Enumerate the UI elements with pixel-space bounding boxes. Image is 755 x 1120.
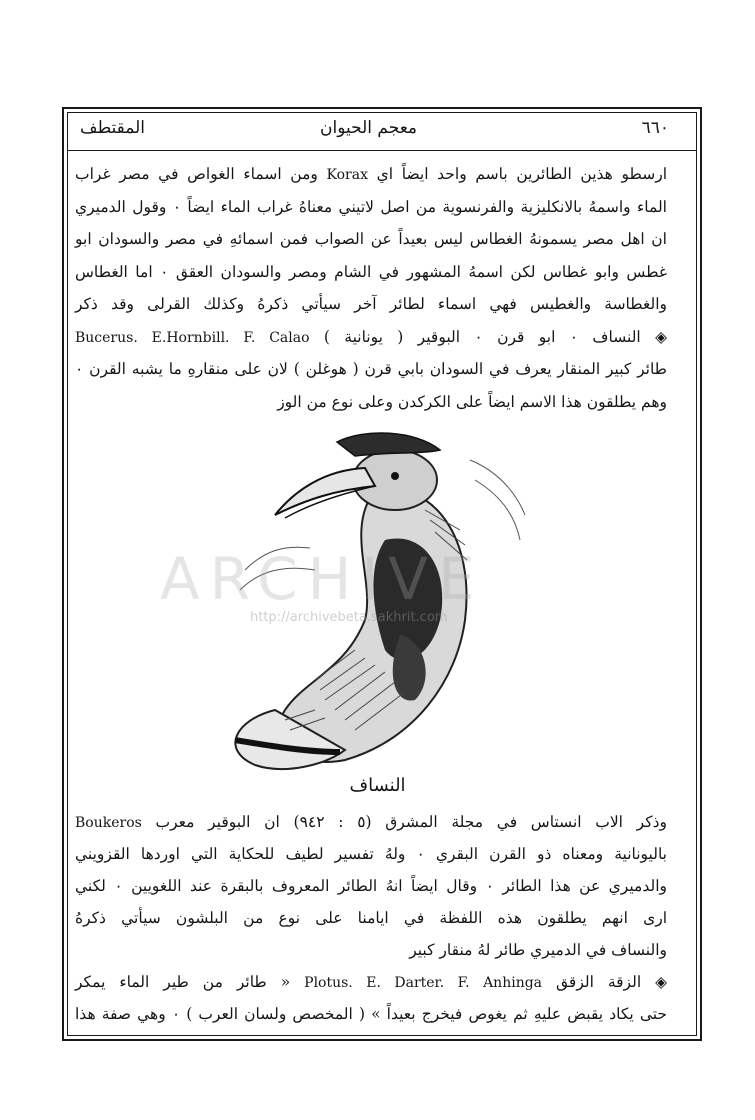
latin-term: Boukeros [75, 815, 142, 831]
text-segment: « طائر من طير الماء يمكر [75, 973, 305, 991]
running-head-journal: المقتطف [80, 118, 146, 138]
text-line [75, 844, 667, 864]
text-line [75, 262, 667, 282]
watermark-url: http://archivebeta.sakhrit.com [250, 610, 448, 625]
text-line [75, 229, 667, 249]
watermark-text: ARCHIVE [160, 545, 485, 613]
text-segment: والدميري عن هذا الطائر ٠ وقال ايضاً انهُ الطائر المعروف بالبقرة عند اللغويين ٠ لكني [75, 877, 667, 895]
figure-caption: النساف [349, 775, 406, 796]
text-segment: باليونانية ومعناه ذو القرن البقري ٠ ولهُ تفسير لطيف للحكاية التي اوردها القزويني [75, 845, 667, 863]
latin-term: Korax [326, 167, 368, 183]
text-line [75, 1004, 667, 1024]
text-segment: ◈ النساف ٠ ابو قرن ٠ البوقير ( يونانية ) [309, 327, 667, 346]
text-line [75, 392, 667, 412]
text-line [75, 294, 667, 314]
text-segment: الماء واسمهُ بالانكليزية والفرنسوية من اصل لاتيني معناهُ غراب الماء ايضاً ٠ وقول الدميري [75, 197, 667, 216]
header-rule [67, 150, 697, 151]
text-segment: ومن اسماء الغواص في مصر غراب [75, 165, 327, 183]
text-line [75, 876, 667, 896]
text-segment: وذكر الاب انستاس في مجلة المشرق (٥ : ٩٤٢) ان البوقير معرب [141, 813, 667, 831]
text-segment: ارى انهم يطلقون هذه اللفظة في ايامنا على نوع من البلشون سيأتي ذكرهُ [75, 909, 667, 927]
text-segment: ان اهل مصر يسمونهُ الغطاس ليس بعيداً عن الصواب فمن اسمائهِ في مصر والسودان ابو [75, 230, 667, 248]
text-segment: والغطاسة والغطيس فهي اسماء لطائر آخر سيأتي ذكرهُ وكذلك القرلى وقد ذكر [75, 295, 667, 313]
latin-term: Bucerus. E.Hornbill. F. Calao [75, 329, 310, 346]
text-line [75, 197, 667, 217]
text-line [75, 940, 667, 960]
text-line [75, 164, 667, 185]
text-line [75, 908, 667, 928]
text-segment: ارسطو هذين الطائرين باسم واحد ايضاً اي [367, 165, 668, 183]
text-line [75, 327, 667, 348]
page-number: ٦٦٠ [641, 118, 669, 138]
text-segment: وهم يطلقون هذا الاسم ايضاً على الكركدن وعلى نوع من الوز [277, 392, 667, 411]
text-line [75, 972, 667, 993]
text-segment: ◈ الزقة الزقق [542, 973, 668, 991]
latin-term: Plotus. E. Darter. F. Anhinga [304, 975, 543, 991]
running-head-title: معجم الحيوان [320, 118, 417, 138]
text-line [75, 812, 667, 833]
text-line [75, 359, 667, 379]
text-segment: طائر كبير المنقار يعرف في السودان بابي قرن ( هوغلن ) لان على منقارهِ ما يشبه القرن ٠ [75, 360, 667, 378]
text-segment: غطس وابو غطاس لكن اسمهُ المشهور في الشام ومصر والسودان العقق ٠ اما الغطاس [75, 262, 667, 281]
text-segment: والنساف في الدميري طائر لهُ منقار كبير [409, 941, 667, 959]
text-segment: حتى يكاد يقبض عليهِ ثم يغوص فيخرج بعيداً » ( المخصص ولسان العرب ) ٠ وهي صفة هذا [75, 1005, 667, 1023]
